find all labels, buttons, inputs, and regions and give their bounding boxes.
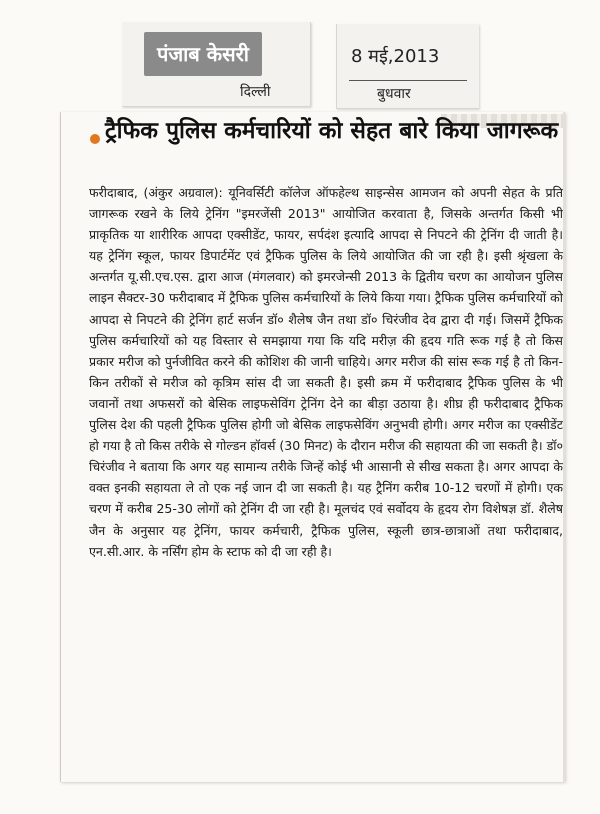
masthead-clipping xyxy=(122,22,311,107)
dateline-clipping xyxy=(336,24,479,109)
edition-city: दिल्ली xyxy=(240,84,271,100)
headline-bullet-icon xyxy=(90,134,100,144)
article-clipping xyxy=(60,112,565,782)
publication-day: बुधवार xyxy=(377,86,411,102)
publication-date: 8 मई,2013 xyxy=(351,46,440,67)
newspaper-logo: पंजाब केसरी xyxy=(144,32,262,76)
clipping-edge xyxy=(563,112,565,782)
article-headline: ट्रैफिक पुलिस कर्मचारियों को सेहत बारे किया जागरूक xyxy=(105,118,559,144)
dateline-divider xyxy=(349,80,467,81)
article-body: फरीदाबाद, (अंकुर अग्रवाल): यूनिवर्सिटी कॉलेज ऑफहेल्थ साइन्सेस आमजन को अपनी सेहत के प्रति जागरूक रखने के लिये ट्रेनिंग "इमरजेंसी 2013" आयोजित करवाता है, जिसके अन्तर्गत किसी भी प्राकृतिक या शारीरिक आपदा एक्सीडेंट, फायर, सर्पदंश इत्यादि आपदा से निपटने की ट्रेनिंग दी जाती है। यह ट्रेनिंग स्कूल, फायर डिपार्टमेंट एवं ट्रैफिक पुलिस के लिये आयोजित की जा रही है। इसी श्रृंखला के अन्तर्गत यू.सी.एच.एस. द्वारा आज (मंगलवार) को इमरजेन्सी 2013 के द्वितीय चरण का आयोजन पुलिस लाइन सैक्टर-30 फरीदाबाद में ट्रैफिक पुलिस कर्मचारियों के लिये किया गया। ट्रैफिक पुलिस कर्मचारियों को आपदा से निपटने की ट्रेनिंग हार्ट सर्जन डॉ० शैलेष जैन तथा डॉ० चिरंजीव देव द्वारा दी गई। जिसमें ट्रैफिक पुलिस कर्मचारियों को यह विस्तार से समझाया गया कि यदि मरीज़ की हृदय गति रूक गई है तो किस प्रकार मरीज को पुर्नजीवित करने की कोशिश की जानी चाहिये। अगर मरीज की सांस रूक गई है तो किन-किन तरीकों से मरीज को कृत्रिम सांस दी जा सकती है। इसी क्रम में फरीदाबाद ट्रैफिक पुलिस के भी जवानों तथा अफसरों को बेसिक लाइफसेविंग ट्रेनिंग देने का बीड़ा उठाया है। शीघ्र ही फरीदाबाद ट्रैफिक पुलिस देश की पहली ट्रैफिक पुलिस होगी जो बेसिक लाइफसेविंग अनुभवी होगी। अगर मरीज का एक्सीडेंट हो गया है तो किस तरीके से गोल्डन हॉवर्स (30 मिनट) के दौरान मरीज की सहायता की जा सकती है। डॉ० चिरंजीव ने बताया कि अगर यह सामान्य तरीके जिन्हें कोई भी आसानी से सीख सकता है। अगर आपदा के वक्त इनकी सहायता ले तो एक नई जान दी जा सकती है। यह ट्रैनिंग करीब 10-12 चरणों में होगी। एक चरण में करीब 25-30 लोगों को ट्रेनिंग दी जा रही है। मूलचंद एवं सर्वोदय के हृदय रोग विशेषज्ञ डॉ. शैलेष जैन के अनुसार यह ट्रेनिंग, फायर कर्मचारी, ट्रैफिक पुलिस, स्कूली छात्र-छात्राओं तथा फरीदाबाद, एन.सी.आर. के नर्सिंग होम के स्टाफ को दी जा रही है। xyxy=(89,185,563,559)
